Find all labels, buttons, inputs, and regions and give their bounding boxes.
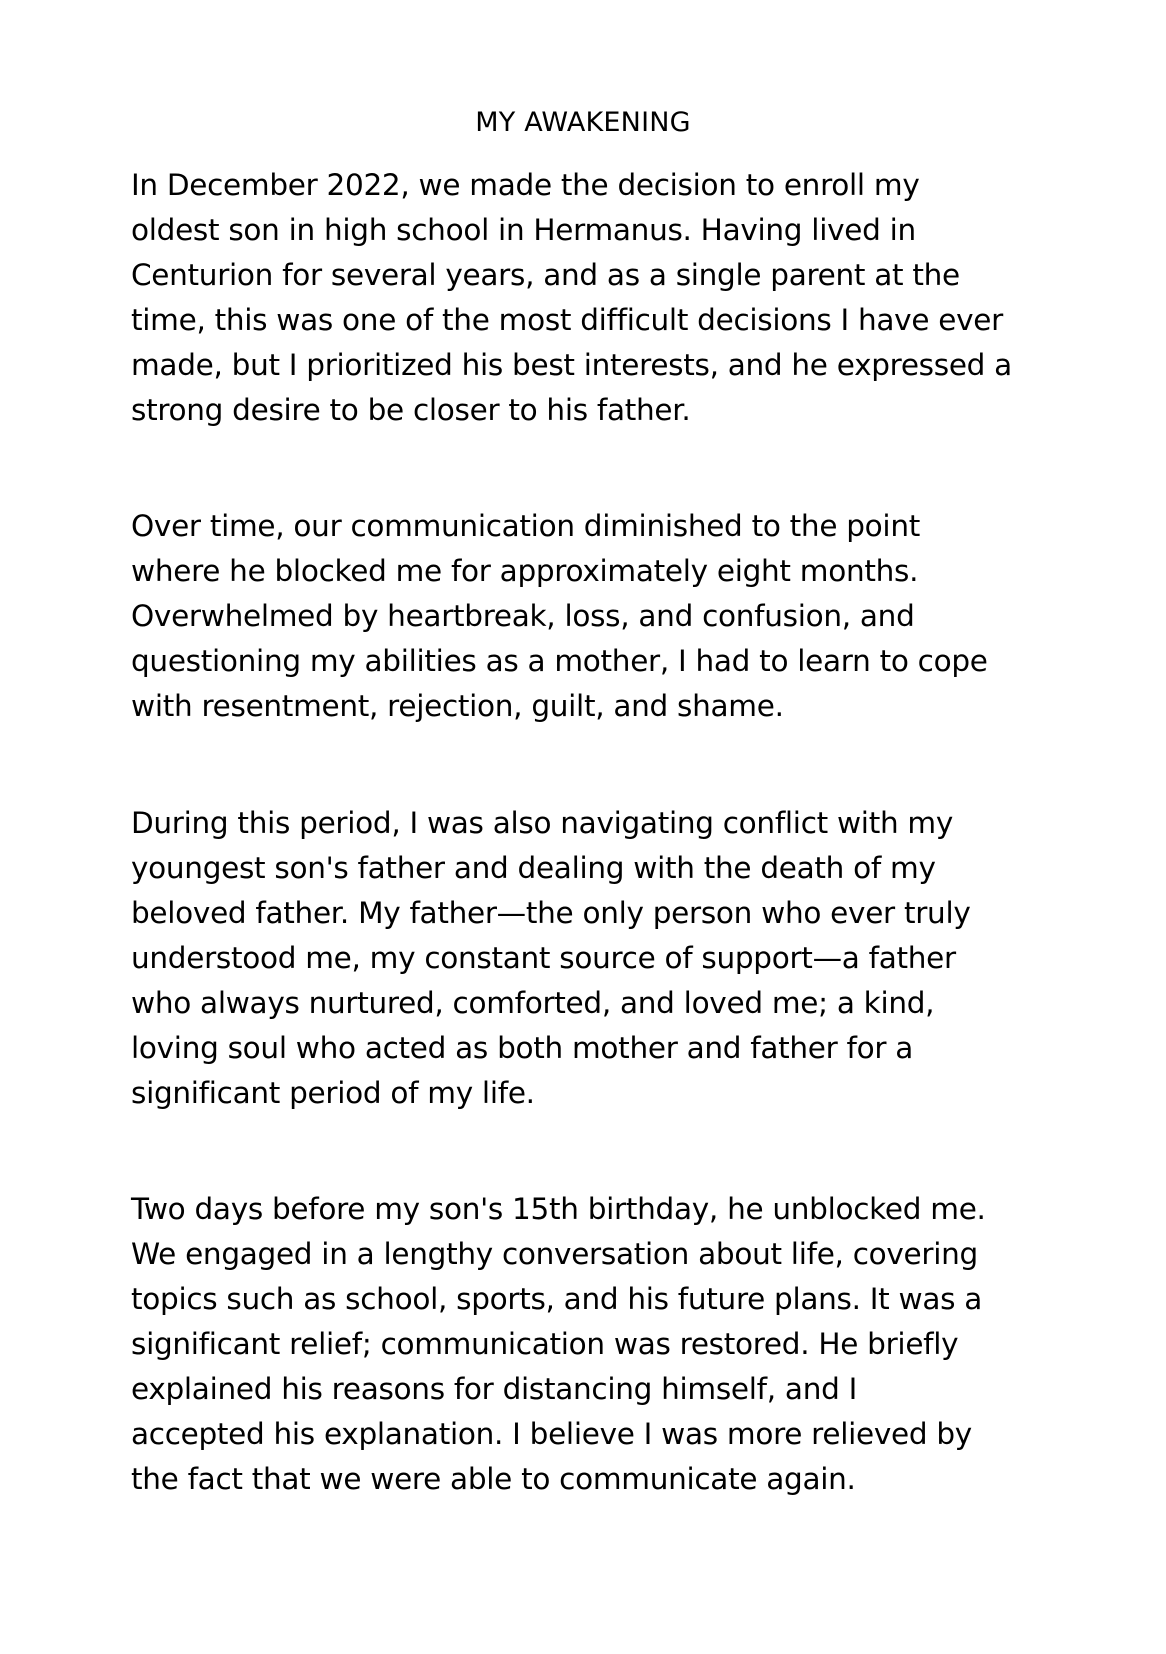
paragraph-line: strong desire to be closer to his father. [131, 393, 691, 427]
paragraph-line: where he blocked me for approximately eight months. [131, 554, 919, 588]
paragraph-line: Two days before my son's 15th birthday, he unblocked me. [131, 1192, 986, 1226]
paragraph-line: youngest son's father and dealing with the death of my [131, 851, 936, 885]
paragraph-line: In December 2022, we made the decision to enroll my [131, 168, 920, 202]
paragraph-line: Overwhelmed by heartbreak, loss, and confusion, and [131, 599, 915, 633]
paragraph-line: with resentment, rejection, guilt, and shame. [131, 689, 784, 723]
paragraph-line: Over time, our communication diminished to the point [131, 509, 920, 543]
paragraph-line: the fact that we were able to communicate again. [131, 1462, 856, 1496]
paragraph-line: We engaged in a lengthy conversation about life, covering [131, 1237, 978, 1271]
paragraph-line: Centurion for several years, and as a single parent at the [131, 258, 960, 292]
paragraph-line: significant relief; communication was restored. He briefly [131, 1327, 959, 1361]
paragraph-4 [131, 1187, 1051, 1502]
paragraph-line: oldest son in high school in Hermanus. Having lived in [131, 213, 916, 247]
paragraph-line: questioning my abilities as a mother, I had to learn to cope [131, 644, 988, 678]
paragraph-line: beloved father. My father—the only person who ever truly [131, 896, 971, 930]
paragraph-1 [131, 163, 1051, 433]
paragraph-line: made, but I prioritized his best interests, and he expressed a [131, 348, 1012, 382]
paragraph-2 [131, 504, 1051, 729]
paragraph-line: accepted his explanation. I believe I was more relieved by [131, 1417, 972, 1451]
paragraph-line: topics such as school, sports, and his future plans. It was a [131, 1282, 983, 1316]
paragraph-line: who always nurtured, comforted, and loved me; a kind, [131, 986, 935, 1020]
document-title: MY AWAKENING [475, 107, 691, 138]
paragraph-line: explained his reasons for distancing himself, and I [131, 1372, 857, 1406]
paragraph-3 [131, 801, 1051, 1116]
paragraph-line: significant period of my life. [131, 1076, 535, 1110]
paragraph-line: time, this was one of the most difficult decisions I have ever [131, 303, 1003, 337]
paragraph-line: During this period, I was also navigating conflict with my [131, 806, 954, 840]
paragraph-line: understood me, my constant source of support—a father [131, 941, 956, 975]
paragraph-line: loving soul who acted as both mother and father for a [131, 1031, 914, 1065]
